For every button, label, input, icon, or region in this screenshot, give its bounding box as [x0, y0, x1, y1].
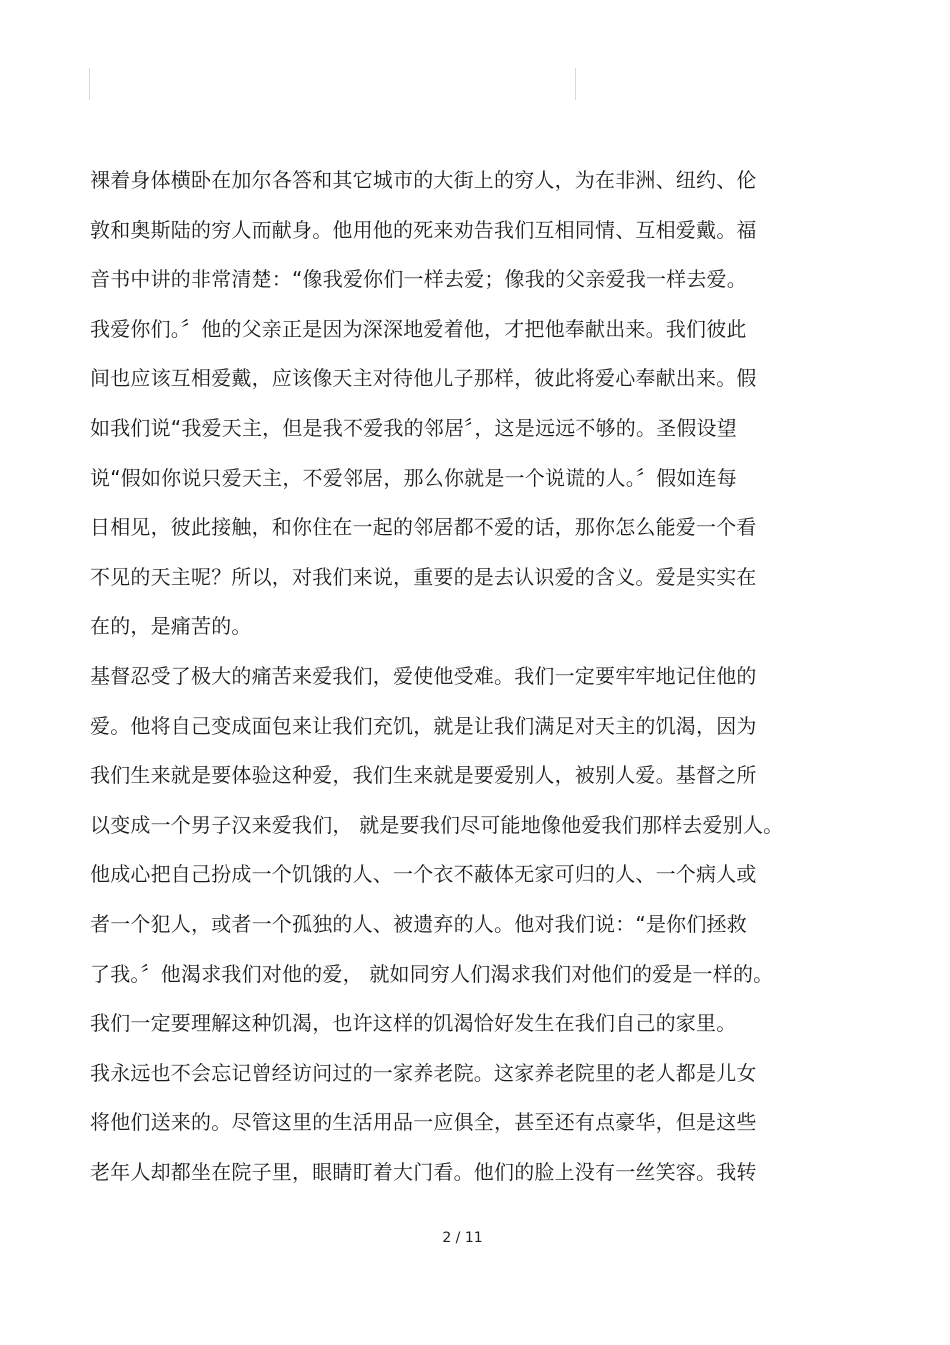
text-line: 者一个犯人，或者一个孤独的人、被遗弃的人。他对我们说：“是你们拯救 — [90, 911, 747, 936]
text-line: 老年人却都坐在院子里，眼睛盯着大门看。他们的脸上没有一丝笑容。我转 — [90, 1159, 757, 1184]
text-line: 我们一定要理解这种饥渴，也许这样的饥渴恰好发生在我们自己的家里。 — [90, 1011, 737, 1036]
text-line: 我永远也不会忘记曾经访问过的一家养老院。这家养老院里的老人都是儿女 — [90, 1060, 757, 1085]
text-line: 我爱你们。〞他的父亲正是因为深深地爱着他，才把他奉献出来。我们彼此 — [90, 316, 747, 341]
text-line: 将他们送来的。尽管这里的生活用品一应俱全，甚至还有点豪华，但是这些 — [90, 1110, 757, 1135]
text-line: 爱。他将自己变成面包来让我们充饥，就是让我们满足对天主的饥渴，因为 — [90, 713, 757, 738]
text-line: 以变成一个男子汉来爱我们， 就是要我们尽可能地像他爱我们那样去爱别人。 — [90, 812, 784, 837]
text-line: 间也应该互相爱戴，应该像天主对待他儿子那样，彼此将爱心奉献出来。假 — [90, 366, 757, 391]
text-line: 说“假如你说只爱天主，不爱邻居，那么你就是一个说谎的人。〞假如连每 — [90, 465, 737, 490]
text-line: 他成心把自己扮成一个饥饿的人、一个衣不蔽体无家可归的人、一个病人或 — [90, 862, 757, 887]
text-line: 如我们说“我爱天主，但是我不爱我的邻居〞，这是远远不够的。圣假设望 — [90, 415, 737, 440]
text-line: 音书中讲的非常清楚：“像我爱你们一样去爱；像我的父亲爱我一样去爱。 — [90, 267, 747, 292]
header-right-rule — [575, 68, 576, 100]
text-line: 日相见，彼此接触，和你住在一起的邻居都不爱的话，那你怎么能爱一个看 — [90, 515, 757, 540]
text-line: 在的，是痛苦的。 — [90, 614, 252, 639]
page-number: 2 / 11 — [442, 1230, 483, 1246]
text-line: 基督忍受了极大的痛苦来爱我们，爱使他受难。我们一定要牢牢地记住他的 — [90, 663, 757, 688]
text-line: 不见的天主呢？所以，对我们来说，重要的是去认识爱的含义。爱是实实在 — [90, 564, 757, 589]
header-left-rule — [89, 68, 90, 100]
text-line: 裸着身体横卧在加尔各答和其它城市的大街上的穷人，为在非洲、纽约、伦 — [90, 168, 757, 192]
body-text — [90, 162, 820, 1203]
text-line: 敦和奥斯陆的穷人而献身。他用他的死来劝告我们互相同情、互相爱戴。福 — [90, 217, 757, 242]
text-line: 我们生来就是要体验这种爱，我们生来就是要爱别人，被别人爱。基督之所 — [90, 763, 757, 788]
text-line: 了我。〞他渴求我们对他的爱， 就如同穷人们渴求我们对他们的爱是一样的。 — [90, 961, 774, 986]
